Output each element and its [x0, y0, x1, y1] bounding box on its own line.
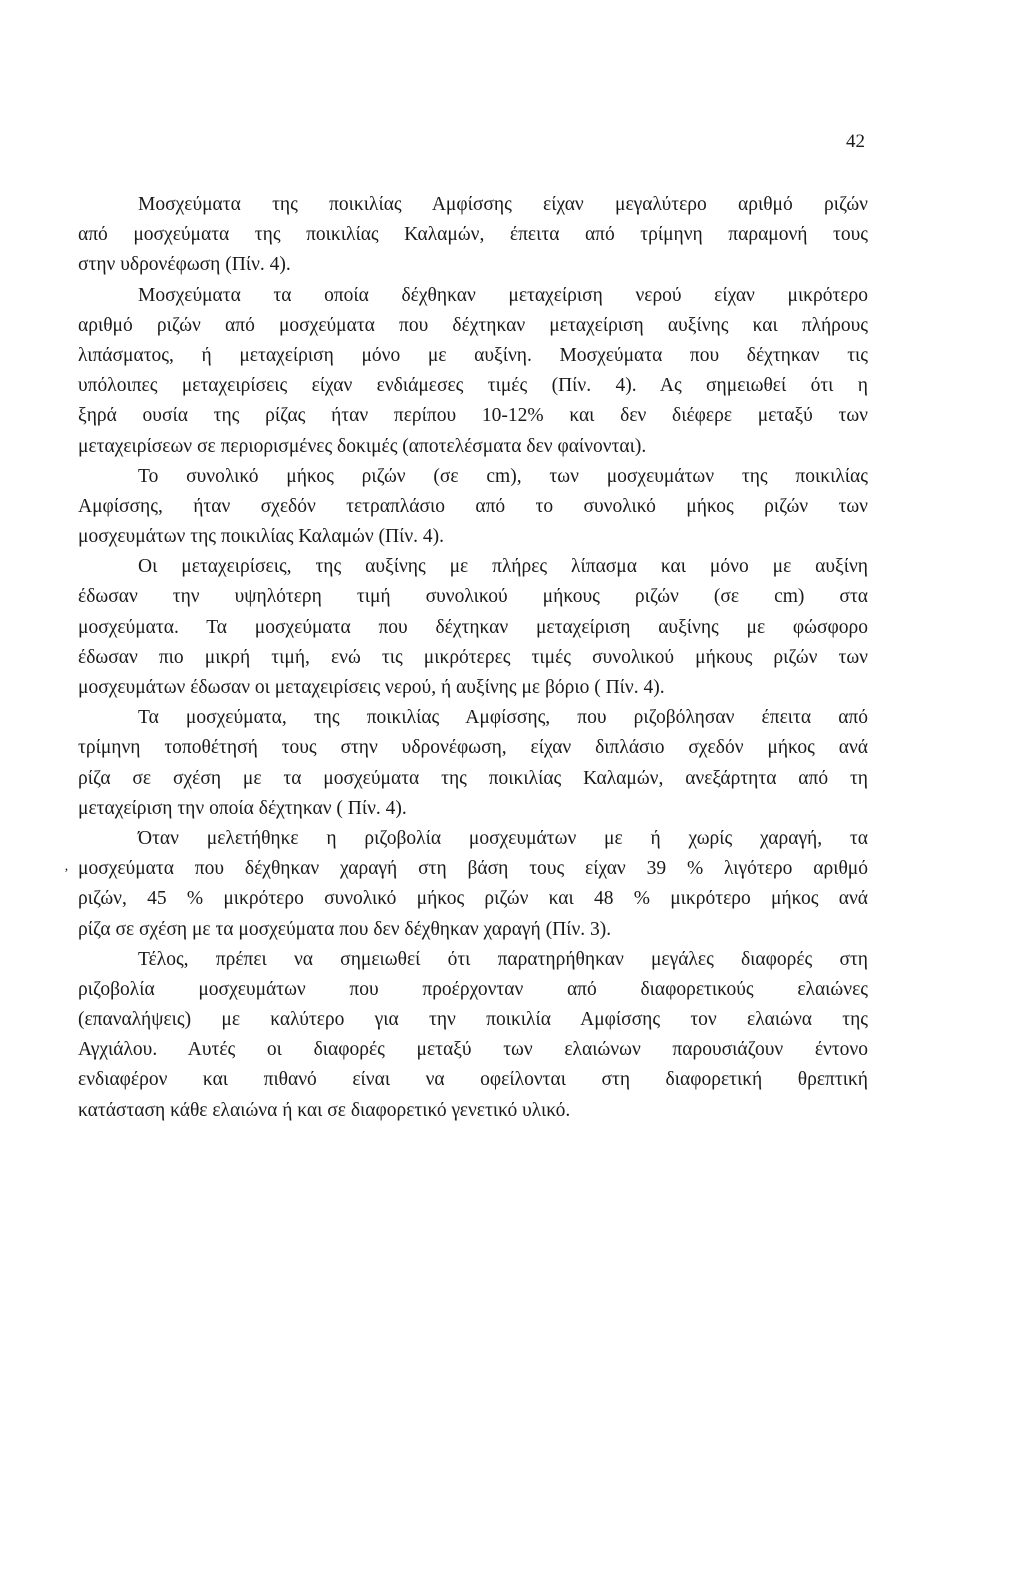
text-line-content: ενδιαφέρον και πιθανό είναι να οφείλονται στη διαφορετική θρεπτική — [78, 1069, 868, 1091]
text-line-content: Αγχιάλου. Αυτές οι διαφορές μεταξύ των ελαιώνων παρουσιάζουν έντονο — [78, 1039, 868, 1061]
text-line — [78, 582, 868, 612]
text-line-content: Όταν μελετήθηκε η ριζοβολία μοσχευμάτων με ή χωρίς χαραγή, τα — [138, 827, 868, 849]
text-line — [138, 190, 868, 220]
text-line-content: λιπάσματος, ή μεταχείριση μόνο με αυξίνη. Μοσχεύματα που δέχτηκαν τις — [78, 344, 868, 366]
text-line — [78, 884, 868, 914]
text-line-content: ρίζα σε σχέση με τα μοσχεύματα που δεν δέχθηκαν χαραγή (Πίν. 3). — [78, 918, 612, 940]
text-line — [138, 945, 868, 975]
text-line-content: Τέλος, πρέπει να σημειωθεί ότι παρατηρήθηκαν μεγάλες διαφορές στη — [138, 948, 868, 970]
body-text — [64, 190, 868, 1126]
text-line-content: μεταχείριση την οποία δέχτηκαν ( Πίν. 4). — [78, 797, 407, 819]
text-line — [78, 522, 868, 552]
text-line-content: από μοσχεύματα της ποικιλίας Καλαμών, έπειτα από τρίμηνη παραμονή τους — [78, 224, 868, 246]
text-line — [78, 1065, 868, 1095]
text-line — [78, 220, 868, 250]
text-line — [78, 613, 868, 643]
text-line — [78, 1096, 868, 1126]
text-line-content: μοσχεύματα. Τα μοσχεύματα που δέχτηκαν μεταχείριση αυξίνης με φώσφορο — [78, 616, 868, 638]
text-line-content: Τα μοσχεύματα, της ποικιλίας Αμφίσσης, που ριζοβόλησαν έπειτα από — [138, 707, 868, 729]
text-line-content: υπόλοιπες μεταχειρίσεις είχαν ενδιάμεσες τιμές (Πίν. 4). Ας σημειωθεί ότι η — [78, 375, 868, 397]
text-line — [78, 794, 868, 824]
text-line-content: μοσχεύματα που δέχθηκαν χαραγή στη βάση τους είχαν 39 % λιγότερο αριθμό — [78, 858, 868, 880]
text-line — [78, 975, 868, 1005]
text-line — [138, 824, 868, 854]
text-line-content: αριθμό ριζών από μοσχεύματα που δέχτηκαν μεταχείριση αυξίνης και πλήρους — [78, 314, 868, 336]
text-line — [78, 733, 868, 763]
text-line-content: μοσχευμάτων της ποικιλίας Καλαμών (Πίν. 4). — [78, 526, 445, 548]
text-line-content: μεταχειρίσεων σε περιορισμένες δοκιμές (αποτελέσματα δεν φαίνονται). — [78, 435, 647, 457]
text-line-content: έδωσαν πιο μικρή τιμή, ενώ τις μικρότερες τιμές συνολικού μήκους ριζών των — [78, 646, 868, 668]
text-line-content: (επαναλήψεις) με καλύτερο για την ποικιλία Αμφίσσης τον ελαιώνα της — [78, 1009, 868, 1031]
text-line-content: Μοσχεύματα τα οποία δέχθηκαν μεταχείριση νερού είχαν μικρότερο — [138, 284, 868, 306]
text-line — [78, 401, 868, 431]
text-line — [138, 703, 868, 733]
text-line — [78, 492, 868, 522]
page-number: 42 — [846, 131, 865, 152]
text-line-content: τρίμηνη τοποθέτησή τους στην υδρονέφωση, είχαν διπλάσιο σχεδόν μήκος ανά — [78, 737, 868, 759]
text-line-content: Οι μεταχειρίσεις, της αυξίνης με πλήρες λίπασμα και μόνο με αυξίνη — [138, 556, 868, 578]
text-line — [138, 281, 868, 311]
text-line — [78, 1005, 868, 1035]
text-line-content: ριζών, 45 % μικρότερο συνολικό μήκος ριζών και 48 % μικρότερο μήκος ανά — [78, 888, 868, 910]
text-line-content: στην υδρονέφωση (Πίν. 4). — [78, 254, 291, 276]
text-line — [138, 552, 868, 582]
text-line-content: έδωσαν την υψηλότερη τιμή συνολικού μήκους ριζών (σε cm) στα — [78, 586, 868, 608]
text-line-content: Το συνολικό μήκος ριζών (σε cm), των μοσχευμάτων της ποικιλίας — [138, 465, 868, 487]
text-line-content: μοσχευμάτων έδωσαν οι μεταχειρίσεις νερού, ή αυξίνης με βόριο ( Πίν. 4). — [78, 677, 665, 698]
text-line-content: Αμφίσσης, ήταν σχεδόν τετραπλάσιο από το συνολικό μήκος ριζών των — [78, 495, 868, 517]
text-line — [78, 764, 868, 794]
text-line-content: κατάσταση κάθε ελαιώνα ή και σε διαφορετικό γενετικό υλικό. — [78, 1099, 571, 1121]
text-line-content: ρίζα σε σχέση με τα μοσχεύματα της ποικιλίας Καλαμών, ανεξάρτητα από τη — [78, 767, 868, 789]
text-line — [78, 250, 868, 280]
text-line — [78, 673, 868, 703]
text-line — [78, 311, 868, 341]
text-line — [78, 643, 868, 673]
text-line — [78, 341, 868, 371]
text-line — [78, 1035, 868, 1065]
text-line — [78, 371, 868, 401]
text-line-content: ξηρά ουσία της ρίζας ήταν περίπου 10-12% και δεν διέφερε μεταξύ των — [78, 405, 868, 427]
text-line — [78, 915, 868, 945]
text-line — [138, 462, 868, 492]
text-line-content: ριζοβολία μοσχευμάτων που προέρχονταν από διαφορετικούς ελαιώνες — [78, 978, 868, 1000]
text-line — [78, 432, 868, 462]
margin-mark: ‚ — [64, 859, 69, 875]
text-line-content: Μοσχεύματα της ποικιλίας Αμφίσσης είχαν μεγαλύτερο αριθμό ριζών — [138, 194, 868, 215]
text-line — [64, 854, 868, 884]
